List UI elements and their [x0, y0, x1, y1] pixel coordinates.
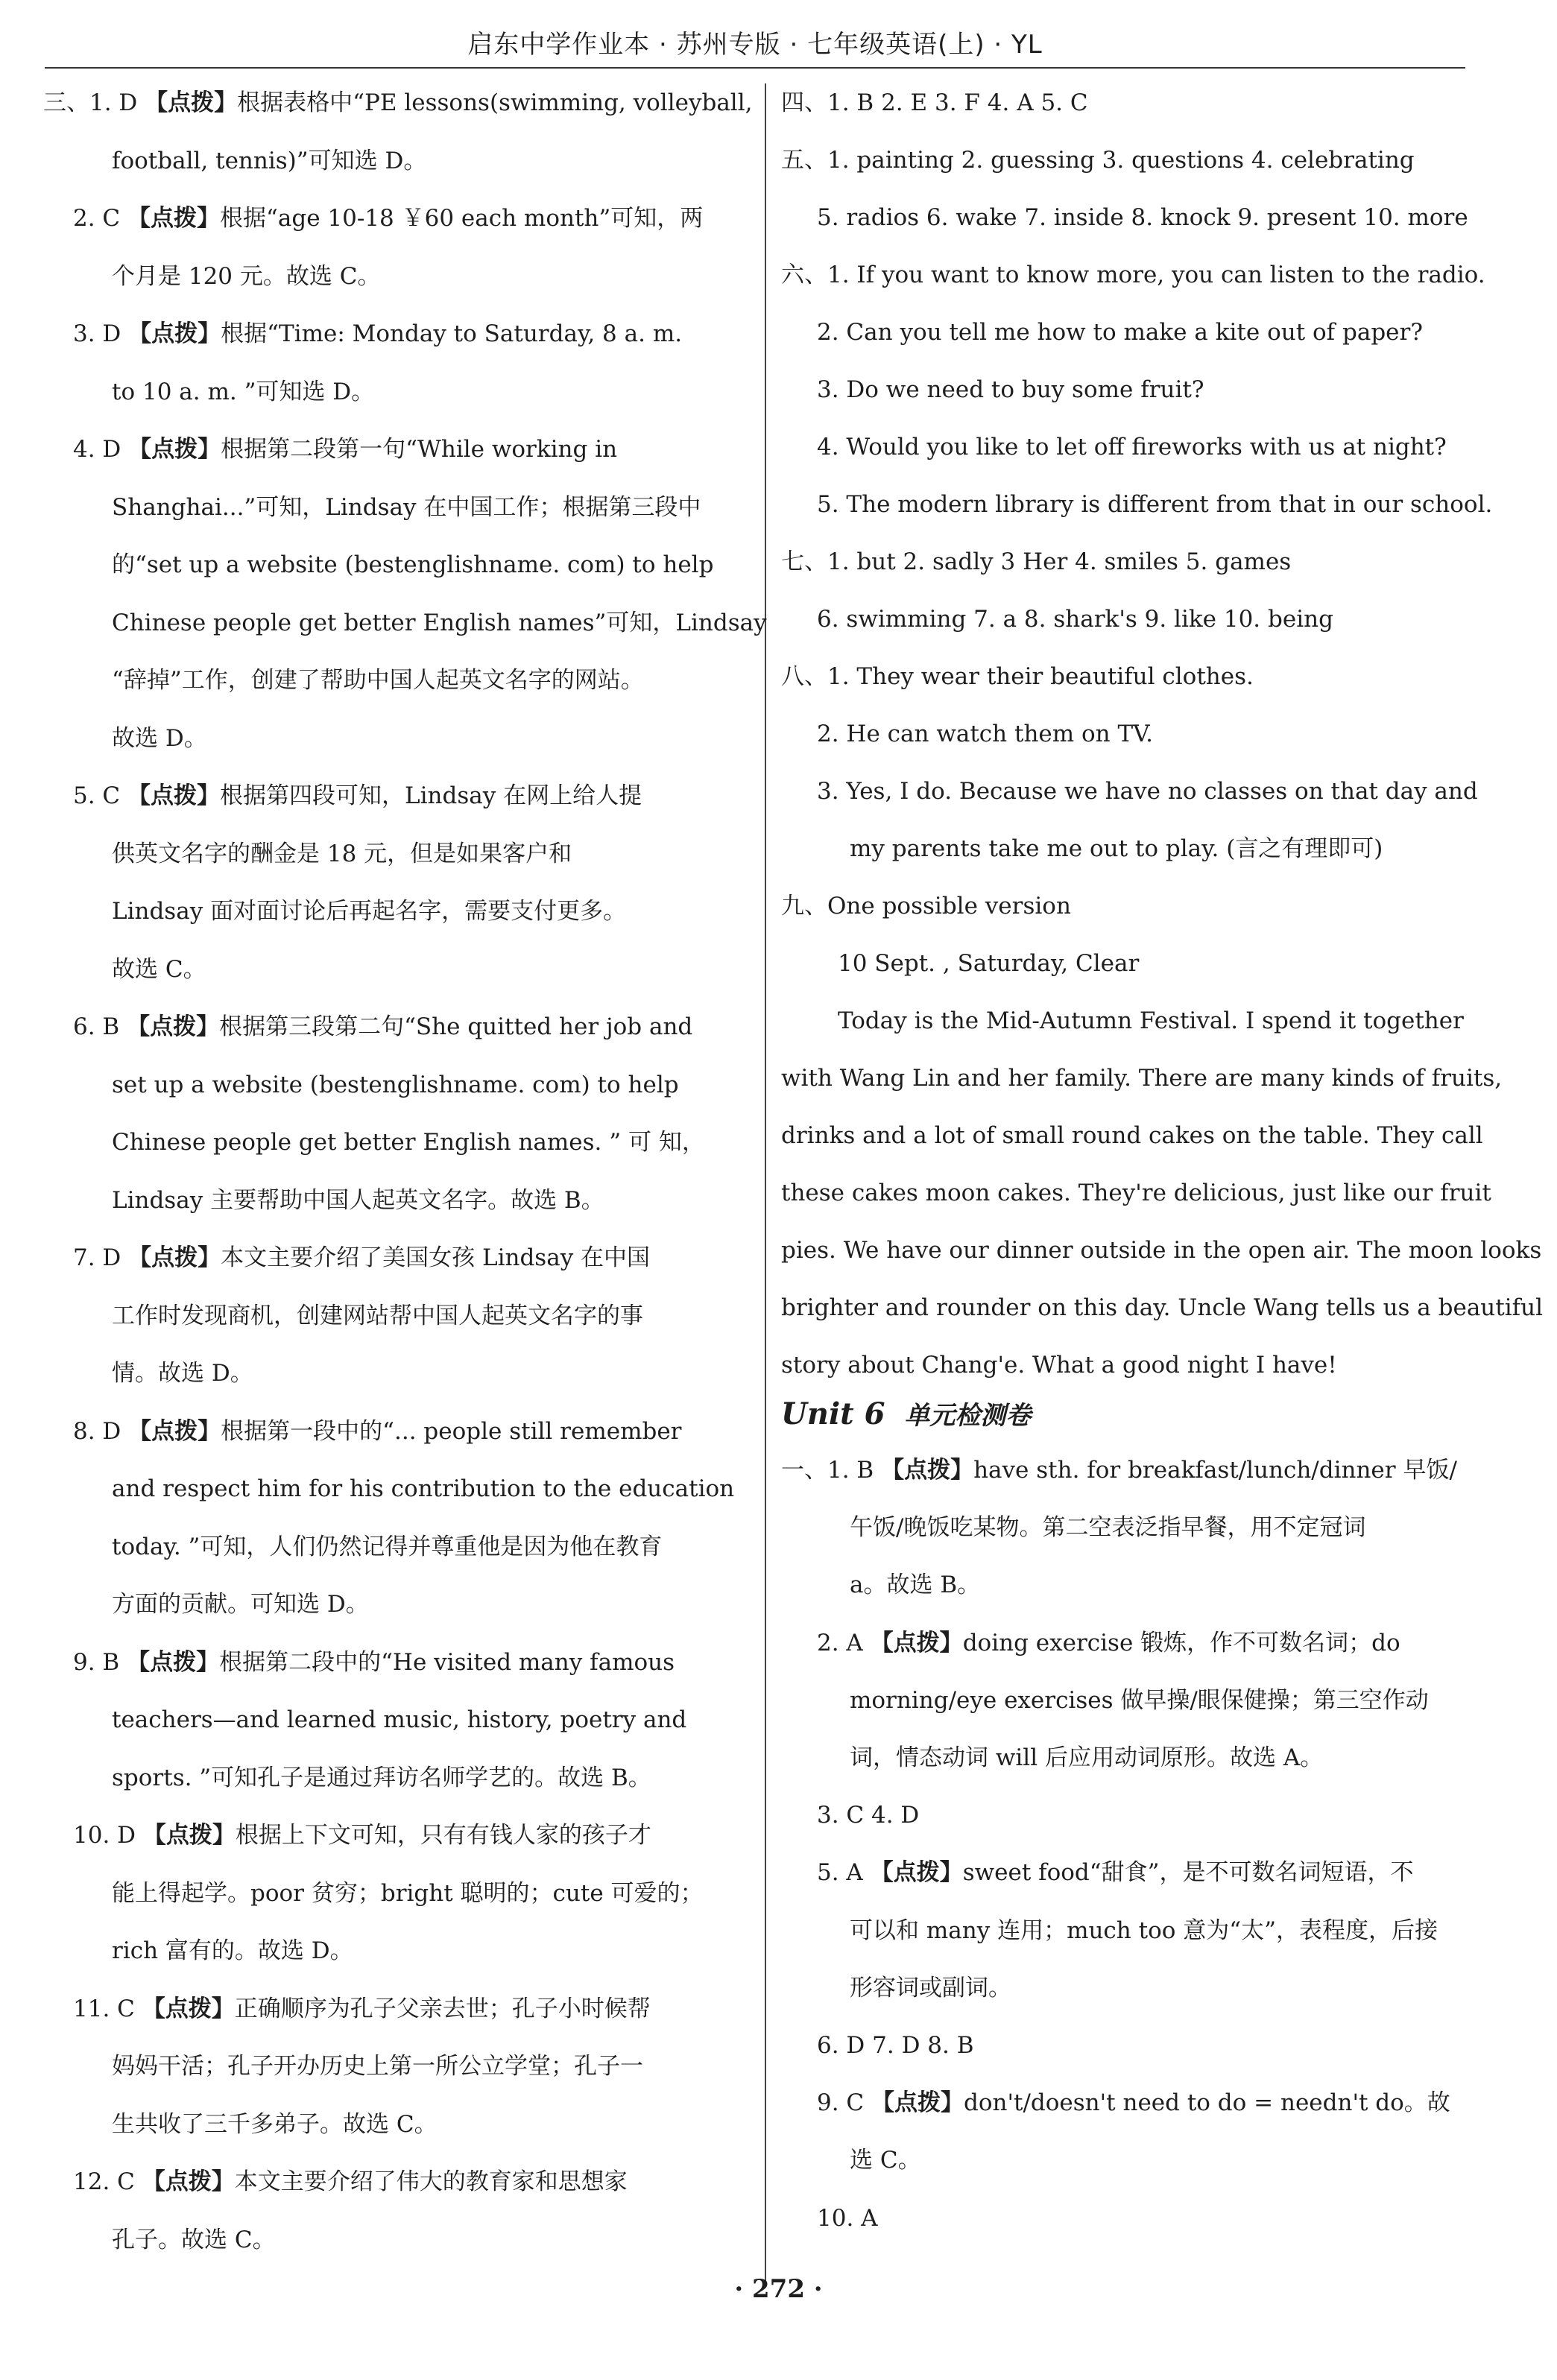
answer-line — [43, 665, 644, 695]
answer-line — [781, 949, 1139, 978]
hint-tag: 【点拨】 — [128, 1417, 221, 1445]
hint-tag: 【点拨】 — [142, 2168, 235, 2195]
answer-text: 6. swimming 7. a 8. shark's 9. like 10. being — [817, 606, 1333, 633]
hint-text: 根据上下文可知，只有有钱人家的孩子才 — [235, 1822, 651, 1849]
answer-line — [43, 1648, 675, 1677]
answer-text: story about Chang'e. What a good night I have! — [781, 1352, 1337, 1379]
unit-subtitle: 单元检测卷 — [904, 1401, 1032, 1431]
hint-tag: 【点拨】 — [127, 1648, 220, 1676]
answer-line — [781, 1121, 1483, 1151]
answer-text: 个月是 120 元。故选 C。 — [112, 262, 381, 290]
answer-line — [781, 719, 1153, 749]
answer-line — [43, 955, 206, 984]
answer-text: and respect him for his contribution to the education — [112, 1475, 735, 1502]
answer-line — [43, 1243, 650, 1273]
answer-line — [43, 1820, 651, 1850]
answer-line — [43, 608, 767, 638]
answer-text: 8. D — [73, 1417, 129, 1445]
answer-text: Chinese people get better English names. ” 可 知， — [112, 1129, 705, 1156]
hint-tag: 【点拨】 — [127, 782, 221, 809]
answer-line — [43, 1705, 686, 1735]
answer-text: a。故选 B。 — [850, 1572, 981, 1599]
answer-text: 9. B — [73, 1648, 127, 1676]
answer-text: morning/eye exercises 做早操/眼保健操；第三空作动 — [850, 1686, 1429, 1714]
answer-text: rich 富有的。故选 D。 — [112, 1937, 353, 1964]
answer-line — [43, 203, 703, 233]
answer-line — [781, 1513, 1365, 1542]
answer-text: 八、1. They wear their beautiful clothes. — [781, 663, 1254, 690]
answer-text: sports. ”可知孔子是通过拜访名师学艺的。故选 B。 — [112, 1764, 651, 1791]
hint-text: 本文主要介绍了伟大的教育家和思想家 — [234, 2168, 628, 2195]
answer-text: 妈妈干活；孔子开办历史上第一所公立学堂；孔子一 — [112, 2053, 643, 2080]
hint-tag: 【点拨】 — [127, 1013, 220, 1040]
answer-line — [43, 839, 572, 869]
answer-line — [43, 377, 374, 407]
answer-text: Lindsay 主要帮助中国人起英文名字。故选 B。 — [112, 1186, 604, 1214]
answer-text: “辞掉”工作，创建了帮助中国人起英文名字的网站。 — [112, 667, 644, 694]
answer-line — [43, 1186, 604, 1215]
answer-text: 5. The modern library is different from that in our school. — [817, 491, 1493, 518]
answer-text: brighter and rounder on this day. Uncle Wang tells us a beautiful — [781, 1294, 1544, 1321]
answer-line — [43, 1127, 705, 1157]
answer-line — [781, 145, 1415, 175]
answer-line — [43, 1589, 369, 1619]
answer-line — [43, 550, 713, 580]
answer-line — [781, 834, 1383, 864]
answer-text: 形容词或副词。 — [850, 1974, 1011, 2001]
answer-line — [781, 1973, 1011, 2003]
answer-line — [43, 1532, 662, 1562]
answer-line — [43, 1474, 734, 1504]
answer-line — [781, 1293, 1543, 1323]
answer-line — [43, 1301, 643, 1331]
answer-line — [781, 2031, 974, 2060]
answer-text: 3. Do we need to buy some fruit? — [817, 376, 1204, 403]
answer-text: 3. D — [73, 320, 129, 347]
answer-line — [781, 1570, 980, 1600]
column-divider — [765, 83, 766, 2282]
hint-tag: 【点拨】 — [128, 320, 221, 347]
answer-line — [781, 1743, 1323, 1773]
answer-text: 4. D — [73, 436, 129, 463]
hint-text: 根据第一段中的“... people still remember — [221, 1417, 682, 1445]
answer-text: 六、1. If you want to know more, you can listen to the radio. — [781, 262, 1485, 288]
answer-text: 2. C — [73, 205, 128, 232]
hint-tag: 【点拨】 — [145, 89, 238, 116]
answer-text: 12. C — [73, 2168, 142, 2195]
answer-text: 7. D — [73, 1244, 129, 1271]
answer-text: 10. D — [73, 1822, 143, 1849]
answer-text: 10. A — [817, 2204, 878, 2232]
hint-tag: 【点拨】 — [142, 1822, 236, 1849]
answer-text: with Wang Lin and her family. There are many kinds of fruits, — [781, 1065, 1503, 1092]
answer-text: 七、1. but 2. sadly 3 Her 4. smiles 5. games — [781, 548, 1292, 575]
answer-line — [781, 432, 1447, 462]
answer-line — [43, 1994, 651, 2024]
answer-text: 四、1. B 2. E 3. F 4. A 5. C — [781, 89, 1088, 116]
answer-line — [781, 203, 1468, 232]
answer-text: Lindsay 面对面讨论后再起名字，需要支付更多。 — [112, 898, 627, 925]
answer-text: 6. B — [73, 1013, 127, 1040]
answer-line — [43, 146, 426, 176]
answer-line — [781, 1350, 1337, 1380]
answer-line — [43, 2110, 438, 2139]
hint-text: 根据表格中“PE lessons(swimming, volleyball, — [237, 89, 753, 116]
answer-line — [43, 1763, 651, 1793]
answer-line — [43, 1358, 253, 1388]
hint-text: don't/doesn't need to do = needn't do。故 — [964, 2089, 1450, 2117]
answer-line — [781, 317, 1423, 347]
answer-line — [43, 434, 617, 464]
answer-line — [781, 776, 1478, 806]
answer-line — [781, 1800, 919, 1830]
answer-text: pies. We have our dinner outside in the open air. The moon looks — [781, 1237, 1542, 1264]
answer-line — [781, 1628, 1400, 1658]
answer-text: 情。故选 D。 — [112, 1360, 253, 1387]
answer-line — [781, 891, 1071, 921]
hint-text: 根据第二段第一句“While working in — [221, 436, 618, 463]
hint-text: doing exercise 锻炼，作不可数名词；do — [962, 1629, 1400, 1656]
answer-text: Today is the Mid-Autumn Festival. I spend it together — [838, 1007, 1464, 1034]
answer-line — [781, 2088, 1450, 2118]
answer-text: Shanghai...”可知，Lindsay 在中国工作；根据第三段中 — [112, 493, 701, 521]
page-number: · 272 · — [734, 2274, 823, 2304]
answer-text: 3. C 4. D — [817, 1802, 920, 1829]
answer-text: set up a website (bestenglishname. com) to help — [112, 1071, 679, 1098]
answer-line — [43, 1012, 692, 1042]
answer-text: 能上得起学。poor 贫穷；bright 聪明的；cute 可爱的； — [112, 1879, 704, 1907]
answer-text: 11. C — [73, 1995, 142, 2022]
answer-line — [781, 662, 1254, 691]
answer-text: Chinese people get better English names”可知，Lindsay — [112, 609, 767, 636]
answer-text: 一、1. B — [781, 1457, 882, 1484]
hint-text: 根据第三段第二句“She quitted her job and — [219, 1013, 693, 1040]
answer-text: 供英文名字的酬金是 18 元，但是如果客户和 — [112, 840, 572, 867]
answer-text: these cakes moon cakes. They're delicious, just like our fruit — [781, 1180, 1491, 1206]
answer-text: drinks and a lot of small round cakes on the table. They call — [781, 1122, 1483, 1149]
answer-text: 方面的贡献。可知选 D。 — [112, 1591, 369, 1618]
answer-text: 孔子。故选 C。 — [112, 2226, 276, 2253]
answer-text: 3. Yes, I do. Because we have no classes on that day and — [817, 778, 1478, 805]
answer-text: 2. Can you tell me how to make a kite out of paper? — [817, 319, 1423, 346]
answer-line — [781, 1178, 1491, 1208]
answer-text: 5. C — [73, 782, 128, 809]
answer-line — [43, 2167, 628, 2197]
answer-line — [781, 2145, 921, 2175]
answer-line — [43, 2225, 276, 2255]
answer-text: teachers—and learned music, history, poetry and — [112, 1706, 687, 1733]
answer-line — [781, 1063, 1502, 1093]
answer-line — [781, 1006, 1464, 1036]
answer-line — [781, 1858, 1413, 1887]
answer-text: 10 Sept. , Saturday, Clear — [838, 950, 1140, 977]
answer-text: today. ”可知，人们仍然记得并尊重他是因为他在教育 — [112, 1533, 663, 1560]
answer-text: football, tennis)”可知选 D。 — [112, 147, 427, 174]
hint-tag: 【点拨】 — [128, 436, 221, 463]
answer-text: to 10 a. m. ”可知选 D。 — [112, 378, 375, 405]
answer-line — [781, 375, 1204, 405]
answer-line — [781, 604, 1333, 634]
answer-text: 选 C。 — [850, 2147, 921, 2174]
hint-text: 根据“Time: Monday to Saturday, 8 a. m. — [221, 320, 683, 347]
answer-line — [781, 490, 1492, 519]
hint-text: 根据第四段可知，Lindsay 在网上给人提 — [220, 782, 642, 809]
hint-text: have sth. for breakfast/lunch/dinner 早饭/ — [973, 1457, 1457, 1484]
unit-heading — [781, 1396, 1031, 1434]
answer-line — [43, 262, 380, 291]
answer-line — [43, 1936, 353, 1966]
running-header: 启东中学作业本 · 苏州专版 · 七年级英语(上) · YL — [467, 30, 1043, 60]
answer-line — [43, 319, 682, 349]
header-divider — [45, 67, 1465, 69]
answer-text: 9. C — [817, 2089, 872, 2117]
answer-text: 的“set up a website (bestenglishname. com) to help — [112, 551, 714, 578]
hint-tag: 【点拨】 — [870, 1859, 963, 1887]
hint-tag: 【点拨】 — [128, 1244, 221, 1271]
answer-line — [781, 2203, 878, 2233]
hint-tag: 【点拨】 — [871, 2089, 964, 2117]
answer-line — [43, 896, 626, 926]
answer-line — [781, 1916, 1438, 1946]
answer-text: 2. A — [817, 1629, 871, 1656]
answer-line — [781, 1686, 1429, 1715]
answer-text: 三、1. D — [43, 89, 145, 116]
answer-text: 6. D 7. D 8. B — [817, 2032, 974, 2059]
hint-text: 本文主要介绍了美国女孩 Lindsay 在中国 — [221, 1244, 651, 1271]
answer-text: 词，情态动词 will 后应用动词原形。故选 A。 — [850, 1744, 1324, 1771]
answer-text: 5. radios 6. wake 7. inside 8. knock 9. present 10. more — [817, 204, 1468, 231]
answer-text: 生共收了三千多弟子。故选 C。 — [112, 2110, 438, 2138]
answer-line — [781, 1455, 1457, 1485]
answer-text: 5. A — [817, 1859, 871, 1887]
answer-text: 4. Would you like to let off fireworks with us at night? — [817, 434, 1447, 461]
answer-text: 2. He can watch them on TV. — [817, 721, 1153, 747]
hint-text: 根据第二段中的“He visited many famous — [219, 1648, 675, 1676]
hint-tag: 【点拨】 — [881, 1457, 974, 1484]
answer-text: 故选 C。 — [112, 955, 206, 983]
answer-text: 五、1. painting 2. guessing 3. questions 4. celebrating — [781, 147, 1415, 174]
answer-line — [43, 2051, 643, 2081]
answer-line — [43, 1879, 704, 1908]
hint-text: 正确顺序为孔子父亲去世；孔子小时候帮 — [234, 1995, 651, 2022]
answer-line — [781, 1235, 1541, 1265]
answer-line — [43, 781, 642, 811]
hint-text: sweet food“甜食”，是不可数名词短语，不 — [962, 1859, 1414, 1887]
hint-tag: 【点拨】 — [127, 205, 221, 232]
answer-text: 九、One possible version — [781, 893, 1071, 920]
answer-text: 故选 D。 — [112, 724, 207, 752]
unit-title: Unit 6 — [781, 1396, 885, 1431]
answer-text: 工作时发现商机，创建网站帮中国人起英文名字的事 — [112, 1302, 643, 1329]
hint-tag: 【点拨】 — [870, 1629, 963, 1656]
answer-text: 午饭/晚饭吃某物。第二空表泛指早餐，用不定冠词 — [850, 1514, 1366, 1542]
answer-line — [781, 260, 1485, 290]
answer-line — [43, 1070, 679, 1100]
answer-text: 可以和 many 连用；much too 意为“太”，表程度，后接 — [850, 1917, 1438, 1944]
answer-line — [781, 547, 1291, 577]
answer-text: my parents take me out to play. (言之有理即可) — [850, 835, 1383, 862]
answer-line — [43, 88, 753, 118]
hint-text: 根据“age 10-18 ￥60 each month”可知，两 — [220, 205, 704, 232]
answer-line — [43, 724, 207, 753]
answer-line — [43, 493, 701, 522]
answer-line — [781, 88, 1088, 118]
hint-tag: 【点拨】 — [142, 1995, 235, 2022]
answer-line — [43, 1417, 682, 1446]
